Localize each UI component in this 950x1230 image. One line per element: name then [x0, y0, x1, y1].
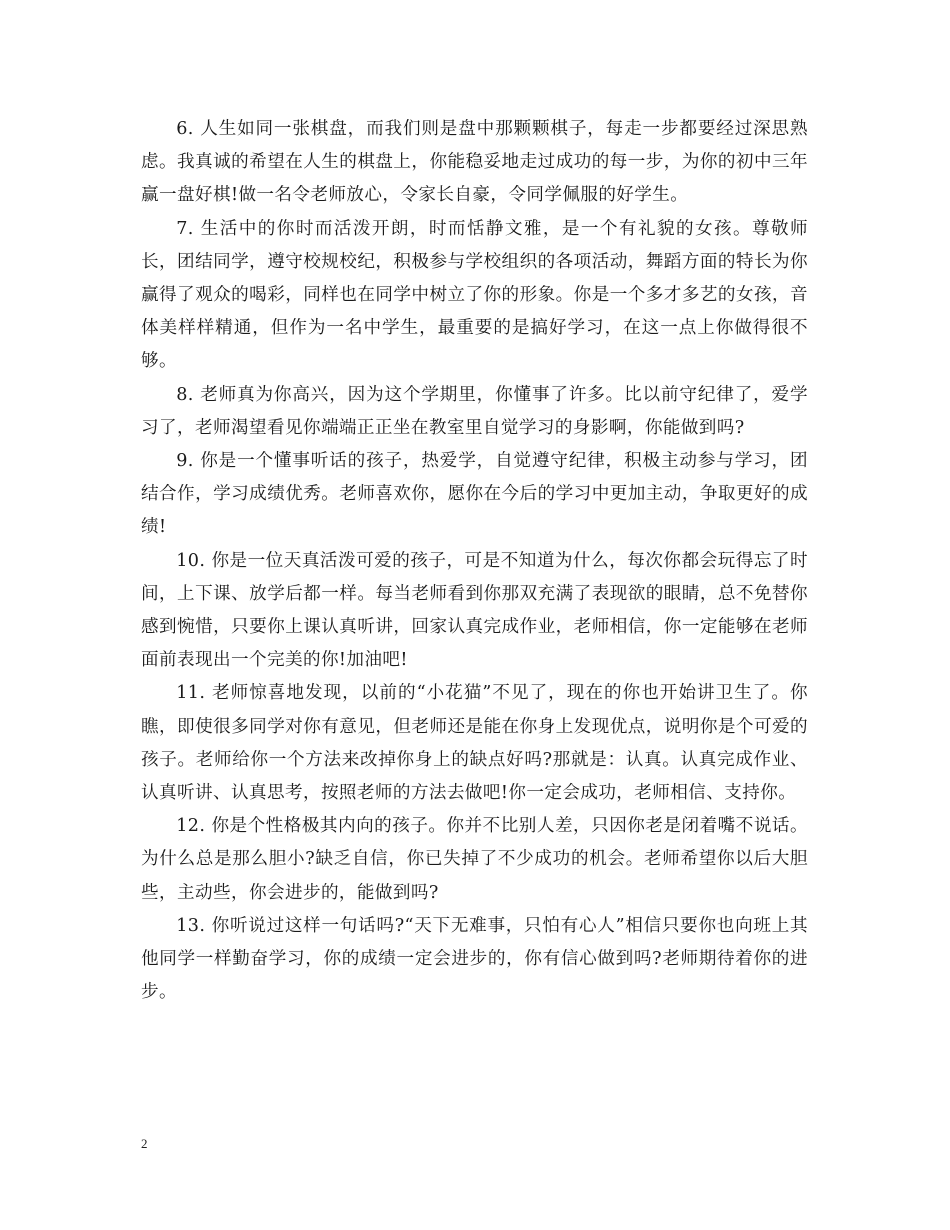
paragraph-7: 7. 生活中的你时而活泼开朗，时而恬静文雅，是一个有礼貌的女孩。尊敬师长，团结同学，遵守校规校纪，积极参与学校组织的各项活动，舞蹈方面的特长为你赢得了观众的喝彩，同样也在同学中树立了你的形象。你是一个多才多艺的女孩，音体美样样精通，但作为一名中学生，最重要的是搞好学习，在这一点上你做得很不够。	[141, 218, 808, 372]
paragraph-8: 8. 老师真为你高兴，因为这个学期里，你懂事了许多。比以前守纪律了，爱学习了，老师渴望看见你端端正正坐在教室里自觉学习的身影啊，你能做到吗?	[141, 384, 808, 438]
paragraph-13: 13. 你听说过这样一句话吗?“天下无难事，只怕有心人”相信只要你也向班上其他同学一样勤奋学习，你的成绩一定会进步的，你有信心做到吗?老师期待着你的进步。	[141, 915, 808, 1003]
paragraph-12: 12. 你是个性格极其内向的孩子。你并不比别人差，只因你老是闭着嘴不说话。为什么总是那么胆小?缺乏自信，你已失掉了不少成功的机会。老师希望你以后大胆些，主动些，你会进步的，能做到吗?	[141, 816, 808, 903]
paragraph-10: 10. 你是一位天真活泼可爱的孩子，可是不知道为什么，每次你都会玩得忘了时间，上下课、放学后都一样。每当老师看到你那双充满了表现欲的眼睛，总不免替你感到惋惜，只要你上课认真听讲，回家认真完成作业，老师相信，你一定能够在老师面前表现出一个完美的你!加油吧!	[141, 550, 808, 671]
paragraph-9: 9. 你是一个懂事听话的孩子，热爱学，自觉遵守纪律，积极主动参与学习，团结合作，学习成绩优秀。老师喜欢你，愿你在今后的学习中更加主动，争取更好的成绩!	[141, 451, 808, 538]
paragraph-6: 6. 人生如同一张棋盘，而我们则是盘中那颗颗棋子，每走一步都要经过深思熟虑。我真诚的希望在人生的棋盘上，你能稳妥地走过成功的每一步，为你的初中三年赢一盘好棋!做一名令老师放心，令家长自豪，令同学佩服的好学生。	[141, 119, 808, 206]
paragraph-11: 11. 老师惊喜地发现，以前的“小花猫”不见了，现在的你也开始讲卫生了。你瞧，即使很多同学对你有意见，但老师还是能在你身上发现优点，说明你是个可爱的孩子。老师给你一个方法来改掉你身上的缺点好吗?那就是：认真。认真完成作业、认真听讲、认真思考，按照老师的方法去做吧!你一定会成功，老师相信、支持你。	[141, 683, 808, 804]
document-body	[141, 113, 808, 1009]
page-number: 2	[141, 1136, 148, 1151]
